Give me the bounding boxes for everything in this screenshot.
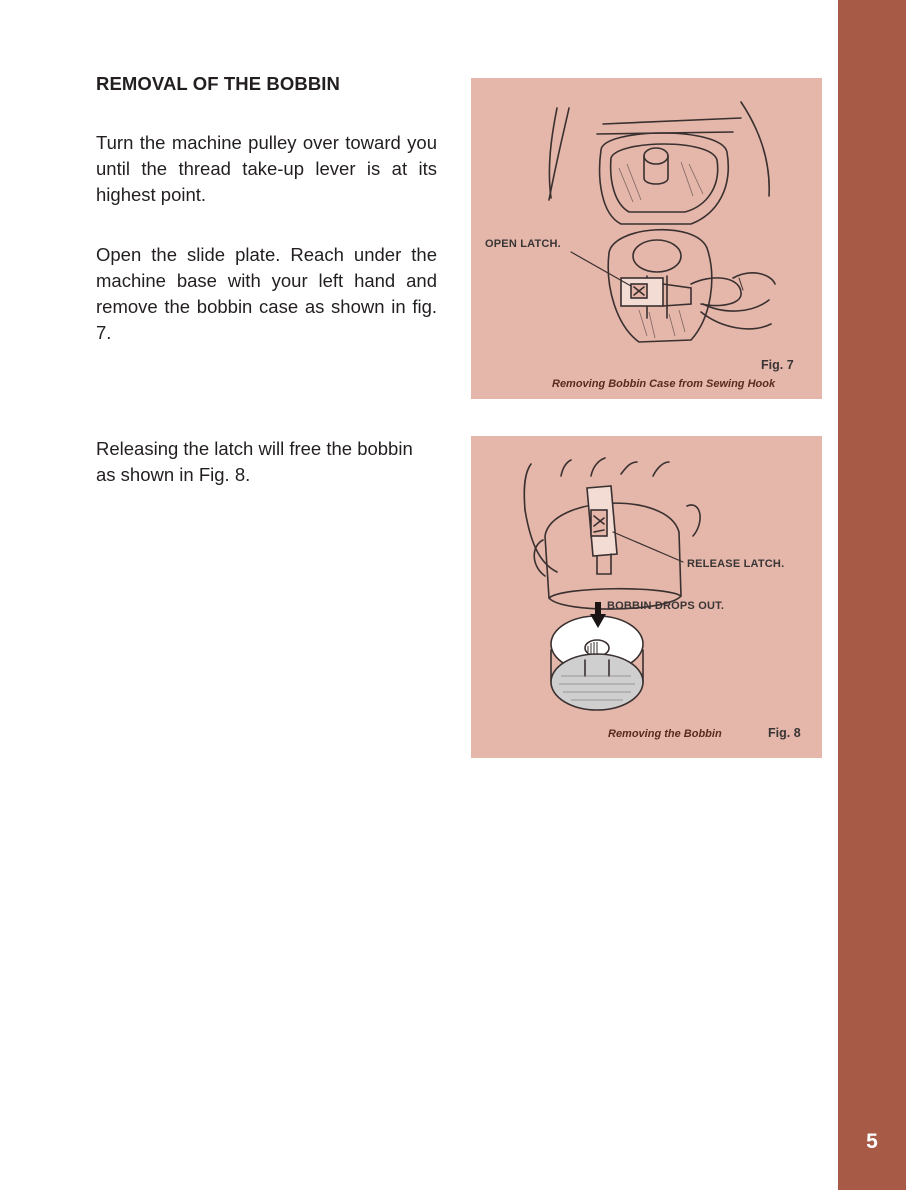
figure-7-caption: Removing Bobbin Case from Sewing Hook xyxy=(552,378,776,390)
open-latch-callout: OPEN LATCH. xyxy=(485,238,561,250)
figure-7 xyxy=(471,78,822,399)
figure-7-number: Fig. 7 xyxy=(761,358,794,372)
paragraph-release-latch: Releasing the latch will free the bobbin as shown in Fig. 8. xyxy=(96,438,413,485)
figure-8-number: Fig. 8 xyxy=(768,726,801,740)
bobbin-release-illustration xyxy=(471,436,822,758)
page-number: 5 xyxy=(866,1130,878,1153)
figure-8 xyxy=(471,436,822,758)
paragraph-slide-plate: Open the slide plate. Reach under the machine base with your left hand and remove the bobbin case as shown in fig. 7. xyxy=(96,244,437,343)
paragraph-pulley: Turn the machine pulley over toward you until the thread take-up lever is at its highest point. xyxy=(96,132,437,205)
page-sidebar xyxy=(838,0,906,1190)
figure-8-caption: Removing the Bobbin xyxy=(608,728,722,740)
bobbin-drops-out-callout: BOBBIN DROPS OUT. xyxy=(607,600,725,612)
release-latch-callout: RELEASE LATCH. xyxy=(687,558,785,570)
section-heading: REMOVAL OF THE BOBBIN xyxy=(96,73,340,94)
